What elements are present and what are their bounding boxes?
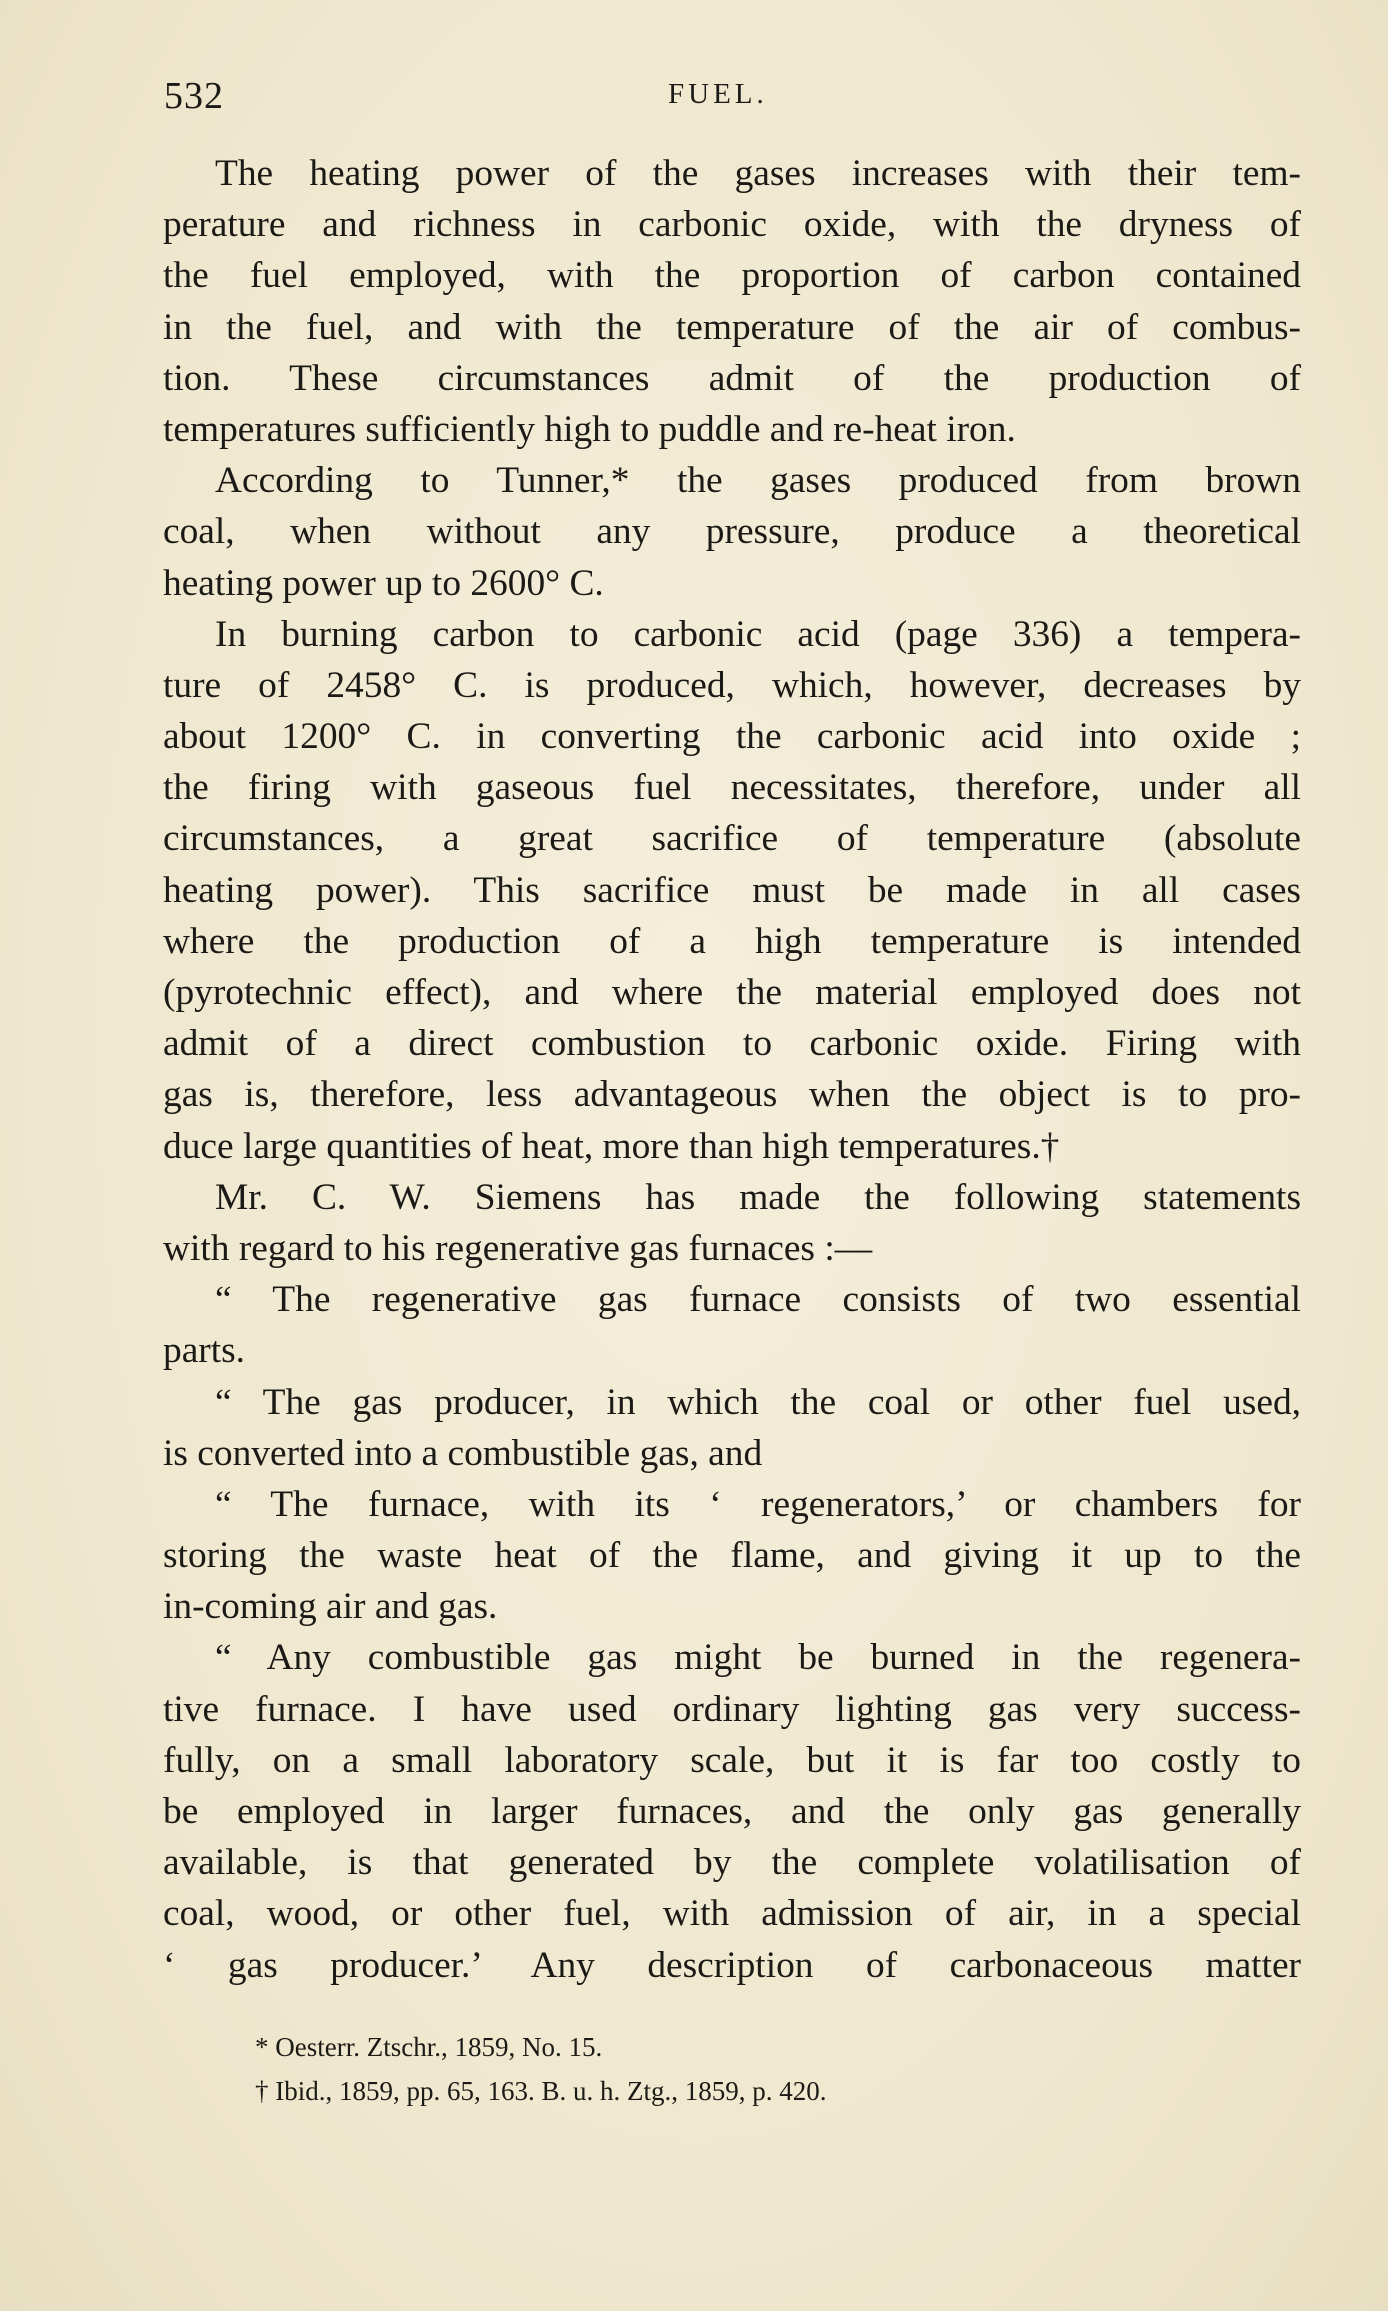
text-line: with regard to his regenerative gas furnaces :— <box>163 1227 873 1269</box>
text-line: parts. <box>163 1330 246 1372</box>
text-line: in-coming air and gas. <box>163 1586 498 1628</box>
text-line: be employed in larger furnaces, and the only gas generally <box>163 1791 1301 1832</box>
footnote: * Oesterr. Ztschr., 1859, No. 15. <box>255 2032 603 2062</box>
text-line: “ The furnace, with its ‘ regenerators,’ or chambers for <box>215 1483 1301 1525</box>
text-line: the fuel employed, with the proportion of carbon contained <box>163 255 1301 297</box>
text-line: the firing with gaseous fuel necessitates, therefore, under all <box>163 767 1301 809</box>
text-line: heating power up to 2600° C. <box>163 562 604 604</box>
text-line: heating power). This sacrifice must be made in all cases <box>163 869 1301 911</box>
body-text <box>163 148 1301 1991</box>
text-line: coal, when without any pressure, produce a theoretical <box>163 511 1301 553</box>
text-line: Mr. C. W. Siemens has made the following statements <box>215 1176 1301 1218</box>
running-head: FUEL. <box>668 78 768 110</box>
text-line: admit of a direct combustion to carbonic oxide. Firing with <box>163 1023 1301 1065</box>
text-line: “ The gas producer, in which the coal or other fuel used, <box>215 1381 1301 1423</box>
text-line: tive furnace. I have used ordinary lighting gas very success- <box>163 1688 1301 1730</box>
text-line: about 1200° C. in converting the carbonic acid into oxide ; <box>163 716 1301 758</box>
text-line: “ The regenerative gas furnace consists of two essential <box>215 1279 1301 1321</box>
text-line: In burning carbon to carbonic acid (page 336) a tempera- <box>215 613 1301 655</box>
text-line: The heating power of the gases increases with their tem- <box>215 153 1301 194</box>
text-line: fully, on a small laboratory scale, but it is far too costly to <box>163 1739 1301 1781</box>
text-line: According to Tunner,* the gases produced from brown <box>215 460 1301 502</box>
text-line: duce large quantities of heat, more than high temperatures.† <box>163 1125 1060 1167</box>
page-number: 532 <box>164 75 224 117</box>
page-header <box>164 74 1304 124</box>
text-line: tion. These circumstances admit of the production of <box>163 357 1301 399</box>
text-line: in the fuel, and with the temperature of the air of combus- <box>163 306 1301 348</box>
text-line: (pyrotechnic effect), and where the material employed does not <box>163 972 1301 1013</box>
text-line: gas is, therefore, less advantageous when the object is to pro- <box>163 1074 1301 1116</box>
text-line: perature and richness in carbonic oxide, with the dryness of <box>163 204 1301 246</box>
text-line: ture of 2458° C. is produced, which, however, decreases by <box>163 664 1301 706</box>
text-line: available, is that generated by the complete volatilisation of <box>163 1842 1301 1884</box>
text-line: circumstances, a great sacrifice of temperature (absolute <box>163 818 1301 860</box>
text-line: ‘ gas producer.’ Any description of carbonaceous matter <box>163 1944 1301 1986</box>
text-line: where the production of a high temperature is intended <box>163 920 1301 962</box>
text-line: temperatures sufficiently high to puddle and re-heat iron. <box>163 408 1016 450</box>
text-line: storing the waste heat of the flame, and giving it up to the <box>163 1535 1301 1577</box>
footnotes <box>255 2025 1155 2113</box>
text-line: coal, wood, or other fuel, with admission of air, in a special <box>163 1893 1301 1935</box>
text-line: “ Any combustible gas might be burned in the regenera- <box>215 1637 1301 1679</box>
footnote: † Ibid., 1859, pp. 65, 163. B. u. h. Ztg., 1859, p. 420. <box>255 2076 827 2106</box>
text-line: is converted into a combustible gas, and <box>163 1432 763 1474</box>
